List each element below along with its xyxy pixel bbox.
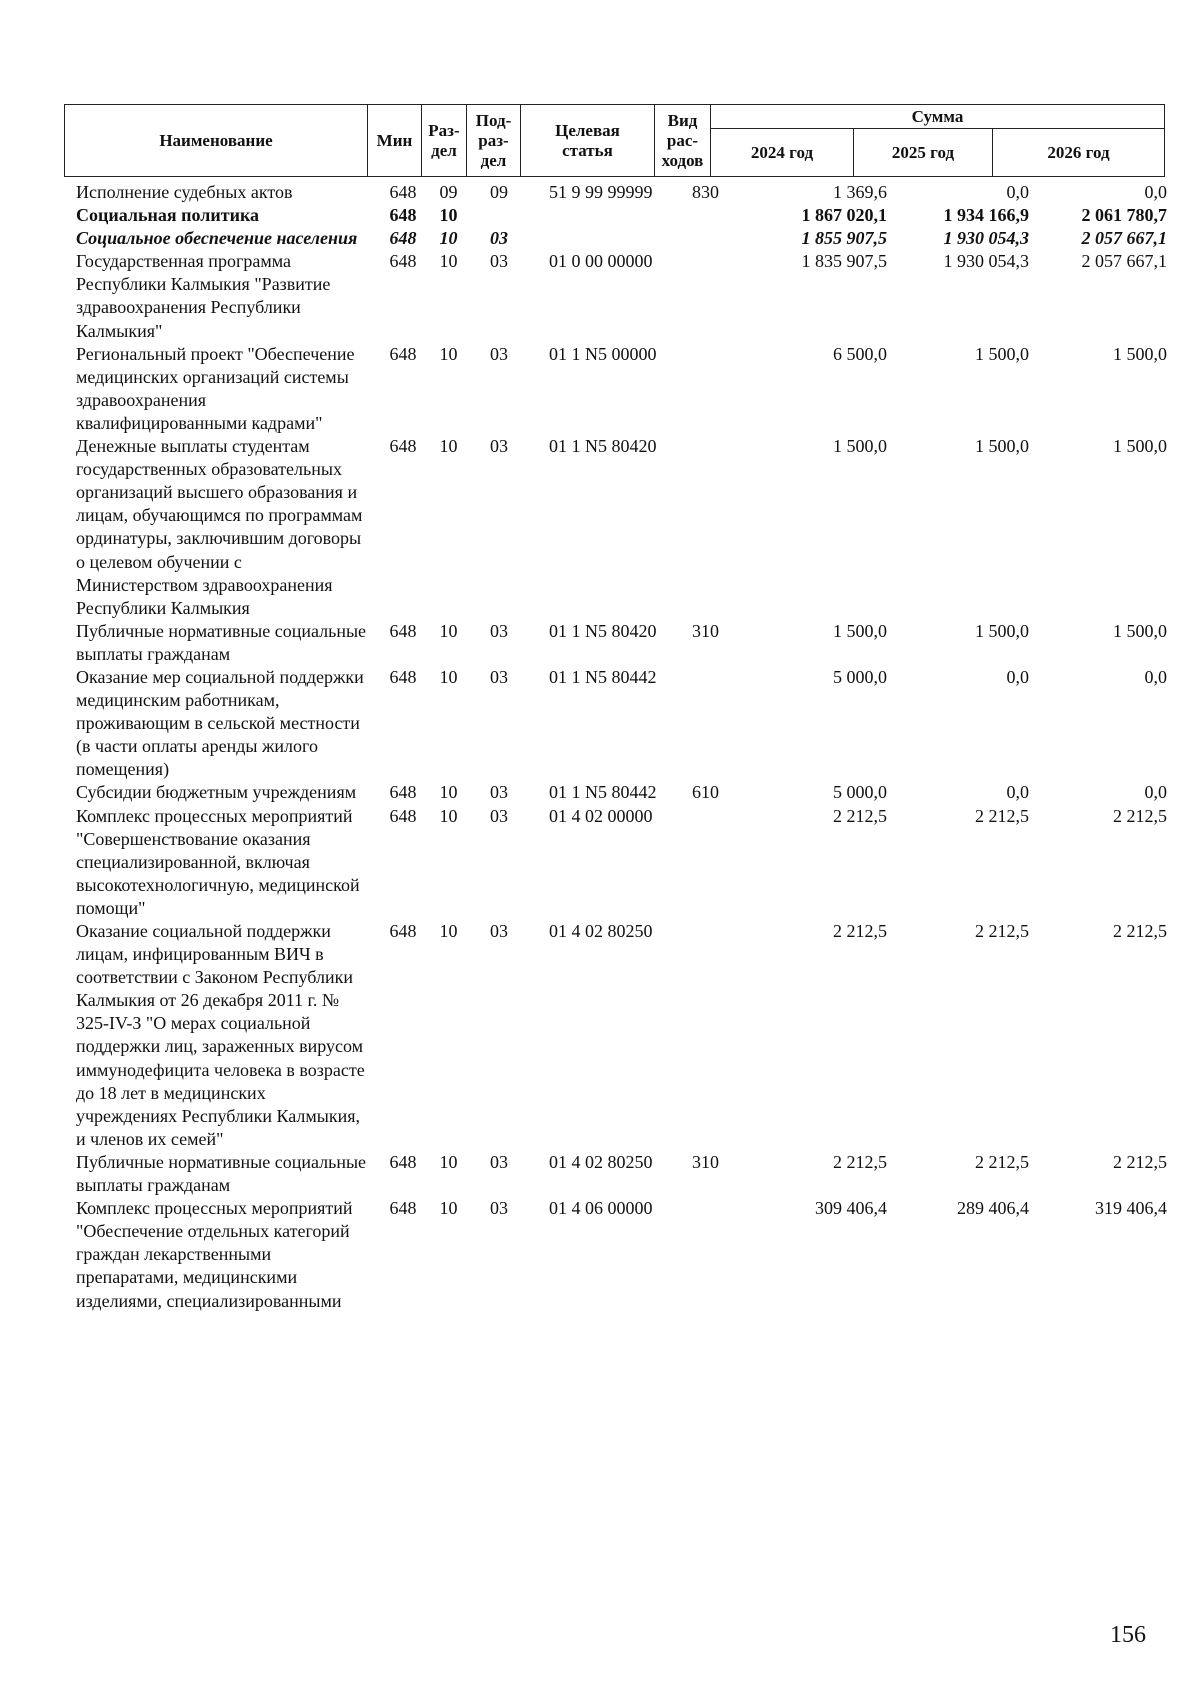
table-row [64,620,1167,666]
table-header [64,104,1165,177]
row-razdel: 10 [439,205,458,226]
header-summa: Сумма [711,105,1165,129]
row-celevaya: 01 1 N5 00000 [549,343,657,364]
row-razdel: 09 [439,182,458,202]
row-sum-2025: 1 930 054,3 [943,251,1029,272]
row-sum-2026: 2 061 780,7 [1081,205,1167,226]
row-sum-2024: 6 500,0 [833,343,887,364]
row-min: 648 [389,782,417,803]
table-row [64,1197,1167,1312]
row-name: Публичные нормативные социальные выплаты гражданам [76,1151,367,1196]
row-vid: 830 [692,182,719,202]
row-razdel: 10 [439,436,458,457]
row-name: Субсидии бюджетным учреждениям [76,782,357,803]
row-min: 648 [389,666,417,687]
header-year-2024: 2024 год [711,129,854,177]
header-name: Наименование [65,105,368,177]
row-podrazdel: 03 [490,436,508,457]
row-podrazdel: 03 [490,1198,508,1219]
row-name: Социальная политика [76,205,260,226]
row-min: 648 [389,1151,417,1172]
row-name: Публичные нормативные социальные выплаты гражданам [76,620,367,664]
row-min: 648 [389,805,417,826]
row-sum-2024: 5 000,0 [833,782,887,803]
row-podrazdel: 03 [490,1151,508,1172]
row-min: 648 [389,228,417,249]
row-min: 648 [389,182,417,202]
row-name: Государственная программа Республики Калмыкия "Развитие здравоохранения Республики Калмыкия" [76,251,331,341]
row-sum-2025: 2 212,5 [975,921,1029,941]
row-sum-2025: 2 212,5 [975,1151,1029,1172]
table-body [64,181,1167,1313]
row-min: 648 [389,921,417,941]
row-razdel: 10 [439,1151,458,1172]
row-celevaya: 01 1 N5 80442 [549,666,657,687]
row-sum-2024: 1 500,0 [833,436,887,457]
row-sum-2025: 289 406,4 [957,1198,1029,1219]
row-celevaya: 01 4 02 00000 [549,805,653,826]
row-name: Оказание мер социальной поддержки медицинским работникам, проживающим в сельской местности (в части оплаты аренды жилого помещения) [76,666,364,780]
row-celevaya: 01 1 N5 80420 [549,620,657,641]
row-sum-2026: 0,0 [1144,182,1167,202]
row-sum-2025: 1 500,0 [975,436,1029,457]
row-name: Оказание социальной поддержки лицам, инфицированным ВИЧ в соответствии с Законом Республики Калмыкия от 26 декабря 2011 г. № 325-IV-З "О мерах социальной поддержки лиц, зараженных вирусом иммунодефицита человека в возрасте до 18 лет в медицинских учреждениях Республики Калмыкия, и членов их семей" [76,921,365,1149]
row-vid: 310 [692,1151,719,1172]
row-sum-2025: 1 930 054,3 [943,228,1029,249]
row-sum-2024: 5 000,0 [833,666,887,687]
row-celevaya: 01 4 02 80250 [549,1151,653,1172]
row-razdel: 10 [439,805,458,826]
table-row [64,343,1167,435]
row-sum-2026: 1 500,0 [1113,343,1167,364]
row-sum-2024: 2 212,5 [833,1151,887,1172]
row-name: Комплекс процессных мероприятий "Совершенствование оказания специализированной, включая высокотехнологичную, медицинской помощи" [76,805,360,918]
row-sum-2026: 1 500,0 [1113,436,1167,457]
row-sum-2024: 1 855 907,5 [801,228,887,249]
table-row [64,1151,1167,1197]
header-year-2025: 2025 год [854,129,993,177]
row-podrazdel: 09 [490,182,508,202]
row-celevaya: 01 4 02 80250 [549,921,653,941]
row-podrazdel: 03 [490,620,508,641]
row-name: Комплекс процессных мероприятий "Обеспечение отдельных категорий граждан лекарственными препаратами, медицинскими изделиями, специализированными [76,1198,353,1311]
header-celevaya: Целевая статья [521,105,655,177]
row-sum-2025: 0,0 [1006,666,1029,687]
row-celevaya: 01 1 N5 80420 [549,436,657,457]
row-sum-2025: 1 934 166,9 [943,205,1029,226]
row-name: Исполнение судебных актов [76,182,293,202]
table-row [64,181,1167,204]
row-podrazdel: 03 [490,251,508,272]
row-podrazdel: 03 [490,666,508,687]
row-celevaya: 01 0 00 00000 [549,251,653,272]
row-min: 648 [389,251,417,272]
row-sum-2024: 309 406,4 [815,1198,887,1219]
table-row [64,435,1167,620]
header-year-2026: 2026 год [993,129,1165,177]
row-sum-2026: 1 500,0 [1113,620,1167,641]
row-sum-2026: 319 406,4 [1095,1198,1167,1219]
row-name: Денежные выплаты студентам государственных образовательных организаций высшего образования и лицам, обучающимся по программам ординатуры, заключившим договоры о целевом обучении с Министерством здравоохранения Республики Калмыкия [76,436,363,618]
row-sum-2025: 1 500,0 [975,343,1029,364]
row-celevaya: 51 9 99 99999 [549,182,653,202]
table-row [64,666,1167,781]
row-sum-2025: 1 500,0 [975,620,1029,641]
row-razdel: 10 [439,228,458,249]
row-min: 648 [389,620,417,641]
row-sum-2024: 2 212,5 [833,805,887,826]
row-sum-2026: 0,0 [1144,666,1167,687]
row-sum-2025: 0,0 [1006,782,1029,803]
row-vid: 610 [692,782,719,803]
header-razdel: Раз- дел [422,105,467,177]
row-celevaya: 01 4 06 00000 [549,1198,653,1219]
row-sum-2026: 2 057 667,1 [1081,251,1167,272]
header-vid: Вид рас- ходов [655,105,711,177]
row-min: 648 [389,1198,417,1219]
row-sum-2024: 1 369,6 [833,182,887,202]
row-sum-2024: 1 835 907,5 [801,251,887,272]
page-number: 156 [1110,1622,1146,1648]
row-sum-2026: 2 212,5 [1113,805,1167,826]
row-razdel: 10 [439,1198,458,1219]
row-razdel: 10 [439,666,458,687]
row-razdel: 10 [439,343,458,364]
table-row [64,250,1167,342]
row-sum-2026: 2 212,5 [1113,1151,1167,1172]
row-podrazdel: 03 [490,228,508,249]
row-sum-2025: 0,0 [1006,182,1029,202]
header-min: Мин [368,105,422,177]
table-row [64,227,1167,250]
row-min: 648 [389,436,417,457]
row-sum-2026: 2 057 667,1 [1081,228,1167,249]
row-name: Социальное обеспечение населения [76,228,358,249]
row-podrazdel: 03 [490,343,508,364]
table-row [64,204,1167,227]
row-min: 648 [389,343,417,364]
row-sum-2026: 2 212,5 [1113,921,1167,941]
row-sum-2024: 1 867 020,1 [801,205,887,226]
row-vid: 310 [692,620,719,641]
header-podrazdel: Под- раз- дел [467,105,521,177]
table-row [64,805,1167,920]
row-razdel: 10 [439,251,458,272]
row-podrazdel: 03 [490,782,508,803]
row-sum-2024: 1 500,0 [833,620,887,641]
row-name: Региональный проект "Обеспечение медицинских организаций системы здравоохранения квалифицированными кадрами" [76,343,355,433]
table-row [64,920,1167,1151]
row-razdel: 10 [439,620,458,641]
row-min: 648 [389,205,417,226]
row-razdel: 10 [439,782,458,803]
row-sum-2025: 2 212,5 [975,805,1029,826]
row-sum-2026: 0,0 [1144,782,1167,803]
row-celevaya: 01 1 N5 80442 [549,782,657,803]
row-sum-2024: 2 212,5 [833,921,887,941]
row-razdel: 10 [439,921,458,941]
row-podrazdel: 03 [490,921,508,941]
row-podrazdel: 03 [490,805,508,826]
table-row [64,781,1167,804]
